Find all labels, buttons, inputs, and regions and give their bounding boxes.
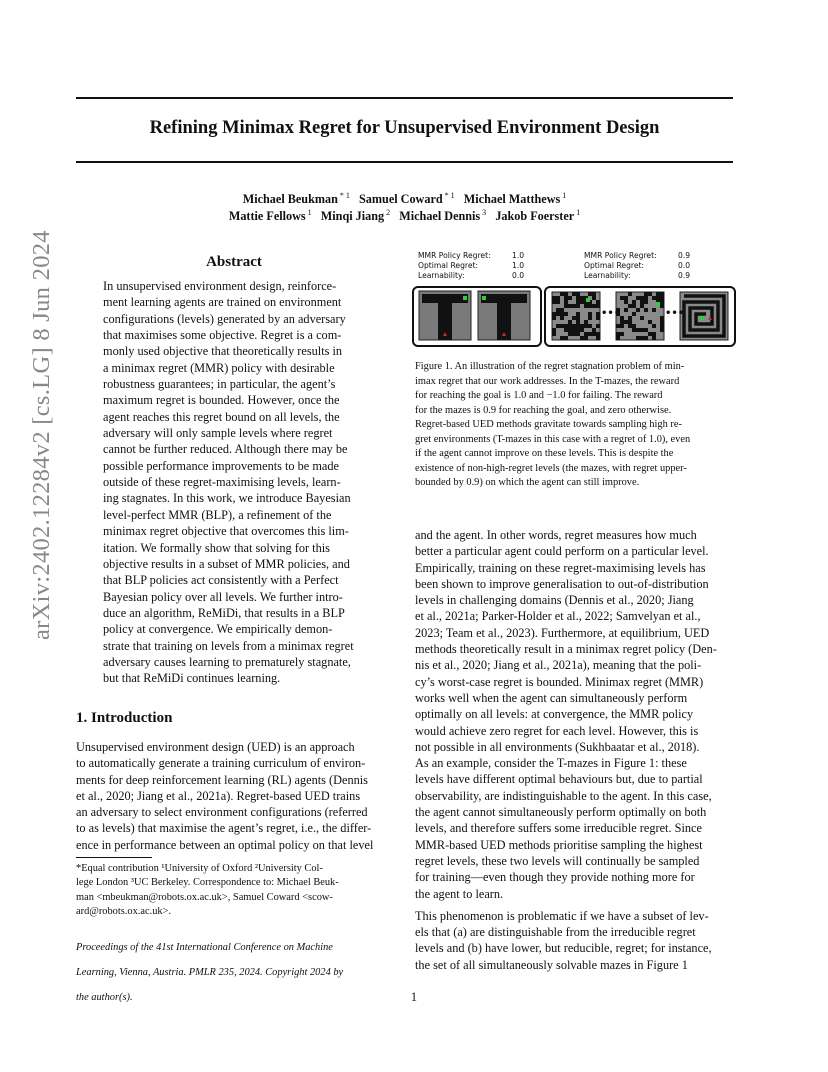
text-line: if the agent cannot improve on these levels. This is despite the (415, 448, 674, 459)
footnote (76, 862, 396, 919)
text-line: els that (a) are distinguishable from the irreducible regret (415, 925, 696, 940)
stat-label: MMR Policy Regret: (418, 251, 491, 260)
text-line: cannot be further reduced. Although there may be (103, 442, 348, 457)
abstract-body (103, 278, 369, 687)
text-line: for the mazes is 0.9 for reaching the goal, and zero otherwise. (415, 404, 672, 416)
author-affiliation-mark: 1 (305, 208, 312, 217)
text-line: outside of these regret-maximising levels, learn- (103, 475, 341, 490)
author-name: Mattie Fellows (228, 209, 306, 224)
author-name: Michael Beukman (242, 192, 338, 207)
stat-row (584, 271, 690, 281)
text-line: ard@robots.ox.ac.uk>. (76, 905, 172, 917)
top-rule (76, 97, 733, 99)
text-line: nis et al., 2020; Jiang et al., 2021a), meaning that the poli- (415, 658, 702, 673)
intro-right-column (415, 527, 733, 973)
text-line: In unsupervised environment design, reinforce- (103, 279, 337, 293)
stat-value: 0.0 (678, 261, 691, 270)
stat-label: Learnability: (584, 271, 631, 280)
author-name: Samuel Coward (359, 192, 443, 207)
stat-label: Optimal Regret: (584, 261, 645, 270)
stat-value: 0.0 (512, 271, 525, 280)
text-line: and the agent. In other words, regret measures how much (415, 528, 697, 542)
text-line: works well when the agent can simultaneously perform (415, 690, 688, 705)
text-line: bounded by 0.9) on which the agent can still improve. (415, 477, 640, 488)
text-line: levels have different optimal behaviours but, due to partial (415, 772, 703, 787)
author-name: Michael Dennis (399, 209, 481, 224)
text-line: existence of non-high-regret levels (the mazes, with regret upper- (415, 462, 687, 474)
stat-value: 1.0 (512, 251, 525, 260)
page-number: 1 (410, 990, 418, 1004)
text-line: that maximises some objective. Regret is a com- (103, 328, 342, 343)
text-line: ence in performance between an optimal policy on that level (76, 837, 374, 852)
stat-row (418, 271, 524, 281)
text-line: the agent to learn. (415, 886, 504, 901)
figure-1 (412, 251, 734, 347)
text-line: imax regret that our work addresses. In the T-mazes, the reward (415, 375, 680, 387)
right-stats (584, 251, 690, 281)
text-line: gret environments (T-mazes in this case with a regret of 1.0), even (415, 433, 691, 445)
intro-left-column (76, 739, 394, 853)
text-line: Regret-based UED methods gravitate towards sampling high re- (415, 419, 682, 430)
text-line: would achieve zero regret for each level. However, this is (415, 723, 699, 738)
tmaze-images (414, 288, 540, 345)
text-line: observability, are indistinguishable to the agent. In this case, (415, 788, 712, 803)
text-line: to automatically generate a training curriculum of environ- (76, 756, 366, 771)
text-line: but that ReMiDi continues learning. (103, 671, 281, 686)
maze-panel (544, 286, 736, 347)
left-stats (418, 251, 524, 281)
authors-line-2 (76, 208, 733, 224)
abstract-heading: Abstract (206, 254, 262, 270)
text-line: Proceedings of the 41st International Conference on Machine (76, 942, 333, 954)
text-line: strate that training on levels from a minimax regret (103, 638, 354, 653)
figure-1-caption (415, 360, 735, 491)
author-affiliation-mark: 2 (384, 208, 391, 217)
author-affiliation-mark: * 1 (442, 191, 455, 200)
text-line: This phenomenon is problematic if we have a subset of lev- (415, 908, 709, 923)
text-line: the set of all simultaneously solvable mazes in Figure 1 (415, 957, 688, 972)
text-line: man <mbeukman@robots.ox.ac.uk>, Samuel Coward <scow- (76, 891, 333, 903)
maze-images (546, 288, 734, 345)
text-line: 2023; Team et al., 2023). Furthermore, at equilibrium, UED (415, 625, 710, 640)
ellipsis-dots-1: ••• (601, 308, 621, 319)
stat-label: Learnability: (418, 271, 465, 280)
text-line: Empirically, training on these regret-maximising levels has (415, 560, 706, 575)
author-name: Michael Matthews (463, 192, 561, 207)
text-line: robustness guarantees; in particular, the agent’s (103, 377, 336, 392)
text-line: level-perfect MMR (BLP), a refinement of the (103, 507, 332, 522)
text-line: adversary will only sample levels where regret (103, 426, 333, 441)
stat-row (584, 251, 690, 261)
text-line: levels in challenging domains (Dennis et al., 2020; Jiang (415, 593, 694, 608)
author-affiliation-mark: 1 (560, 191, 567, 200)
text-line: As an example, consider the T-mazes in Figure 1: these (415, 756, 687, 771)
text-line: ment learning agents are trained on environment (103, 295, 342, 310)
stat-value: 1.0 (512, 261, 525, 270)
text-line: for reaching the goal is 1.0 and −1.0 for failing. The reward (415, 390, 663, 401)
authors-line-1 (76, 191, 733, 207)
text-line: a minimax regret (MMR) policy with desirable (103, 360, 335, 375)
text-line: monly used objective that theoretically results in (103, 344, 343, 359)
text-line: maximum regret is bounded. However, once the (103, 393, 340, 408)
stat-label: Optimal Regret: (418, 261, 479, 270)
paper-title: Refining Minimax Regret for Unsupervised Environment Design (149, 118, 660, 138)
author-affiliation-mark: 3 (480, 208, 487, 217)
text-line: ing stagnates. In this work, we introduce Bayesian (103, 491, 351, 506)
title-bottom-rule (76, 161, 733, 163)
text-line: agent reaches this regret bound on all levels, the (103, 409, 340, 424)
stat-row (418, 251, 524, 261)
section-heading-introduction: 1. Introduction (76, 710, 173, 726)
text-line: the author(s). (76, 991, 133, 1003)
text-line: Learning, Vienna, Austria. PMLR 235, 2024. Copyright 2024 by (76, 967, 344, 979)
text-line: cy’s worst-case regret is bounded. Minimax regret (MMR) (415, 674, 704, 689)
text-line: *Equal contribution ¹University of Oxford ²University Col- (76, 863, 323, 874)
stat-row (418, 261, 524, 271)
footnote-rule (76, 857, 152, 858)
text-line: regret levels, these two levels will continually be sampled (415, 853, 700, 868)
text-line: optimally on all levels: at convergence, the MMR policy (415, 707, 694, 722)
text-line: MMR-based UED methods prioritise sampling the highest (415, 837, 703, 852)
text-line: et al., 2021a; Parker-Holder et al., 2022; Samvelyan et al., (415, 609, 701, 624)
text-line: Figure 1. An illustration of the regret stagnation problem of min- (415, 361, 685, 372)
text-line: Bayesian policy over all levels. We further intro- (103, 589, 343, 604)
text-line: to as levels) that maximise the agent’s regret, i.e., the differ- (76, 821, 372, 836)
text-line: better a particular agent could perform on a particular level. (415, 544, 709, 559)
text-line: for training—even though they provide nothing more for (415, 870, 695, 885)
author-name: Jakob Foerster (495, 209, 575, 224)
text-line: the agent cannot simultaneously perform optimally on both (415, 805, 707, 820)
author-name: Minqi Jiang (320, 209, 385, 224)
text-line: adversary causes learning to prematurely stagnate, (103, 654, 351, 669)
text-line: methods theoretically result in a minimax regret policy (Den- (415, 642, 717, 657)
text-line: an adversary to select environment configurations (referred (76, 805, 368, 820)
stat-value: 0.9 (678, 271, 691, 280)
text-line: minimax regret objective that overcomes this lim- (103, 524, 349, 539)
author-affiliation-mark: * 1 (337, 191, 350, 200)
text-line: objective results in a subset of MMR policies, and (103, 556, 350, 571)
text-line: et al., 2020; Jiang et al., 2021a). Regret-based UED trains (76, 788, 361, 803)
text-line: levels and (b) have lower, but reducible, regret; for instance, (415, 941, 712, 956)
author-affiliation-mark: 1 (574, 208, 581, 217)
ellipsis-dots-2: ••• (665, 308, 685, 319)
text-line: policy at convergence. We empirically demon- (103, 622, 333, 637)
text-line: been shown to improve generalisation to out-of-distribution (415, 576, 709, 591)
text-line: ments for deep reinforcement learning (RL) agents (Dennis (76, 772, 368, 787)
text-line: duce an algorithm, ReMiDi, that results in a BLP (103, 605, 345, 620)
text-line: Unsupervised environment design (UED) is an approach (76, 740, 355, 754)
text-line: that BLP policies act consistently with a Perfect (103, 573, 339, 588)
text-line: configurations (levels) generated by an adversary (103, 311, 346, 326)
stat-label: MMR Policy Regret: (584, 251, 657, 260)
text-line: possible performance improvements to be made (103, 458, 339, 473)
tmaze-panel (412, 286, 542, 347)
text-line: itation. We formally show that solving for this (103, 540, 330, 555)
text-line: lege London ³UC Berkeley. Correspondence to: Michael Beuk- (76, 877, 339, 889)
arxiv-identifier: arXiv:2402.12284v2 [cs.LG] 8 Jun 2024 (28, 230, 55, 640)
stat-value: 0.9 (678, 251, 691, 260)
text-line: levels, and therefore suffers some irreducible regret. Since (415, 821, 702, 836)
stat-row (584, 261, 690, 271)
text-line: not possible in all environments (Sukhbaatar et al., 2018). (415, 739, 700, 754)
